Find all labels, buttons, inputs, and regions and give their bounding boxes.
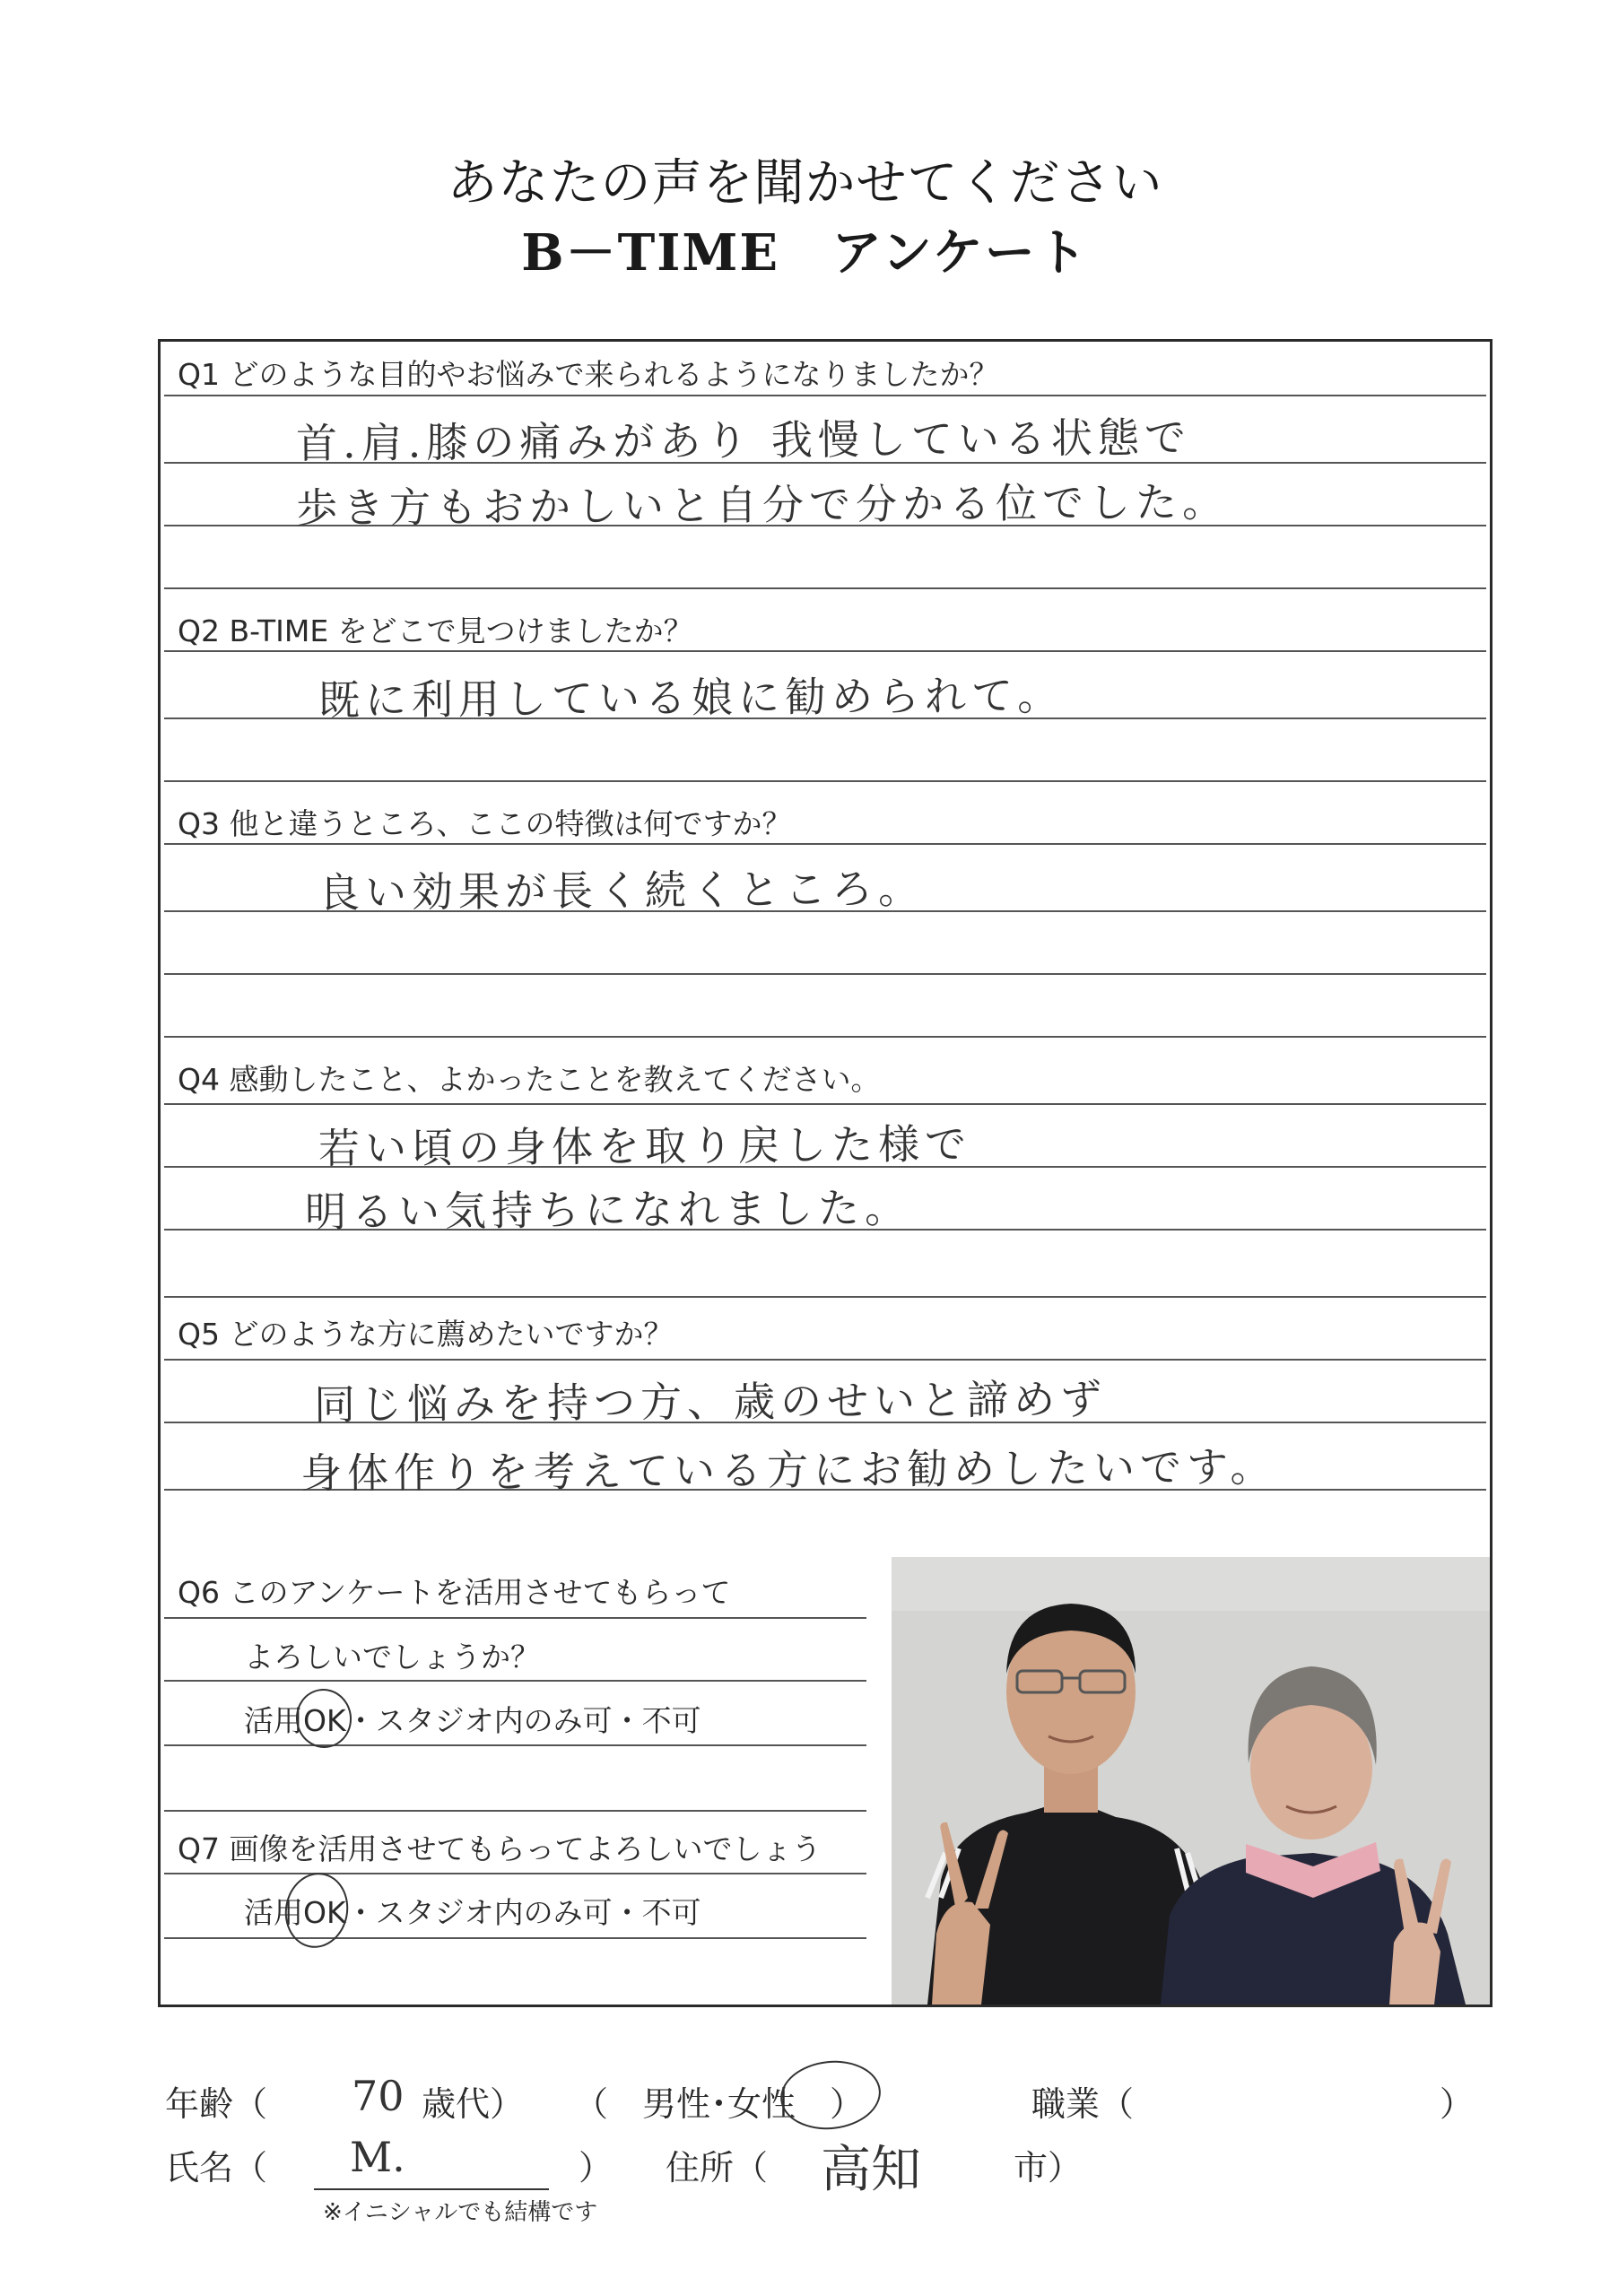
- question-4-answer-line: 若い頃の身体を取り戻した様で: [318, 1119, 972, 1173]
- ruled-line: [164, 1937, 866, 1939]
- question-2-answer-line: 既に利用している娘に勧められて。: [318, 671, 1065, 725]
- job-label: 職業（: [1031, 2084, 1135, 2124]
- question-1-label: Q1 どのような目的やお悩みで来られるようになりましたか？: [178, 357, 999, 392]
- ruled-line: [164, 780, 1486, 782]
- survey-subtitle: B－TIME アンケート: [521, 223, 1089, 283]
- job-close: ）: [1440, 2084, 1475, 2124]
- name-close: ）: [579, 2148, 614, 2187]
- photo-illustration: [892, 1557, 1490, 2005]
- ruled-line: [164, 973, 1486, 975]
- photo-wall-upper: [892, 1557, 1490, 1611]
- ruled-line: [164, 395, 1486, 396]
- question-2-label: Q2 B-TIME をどこで見つけましたか？: [178, 613, 693, 648]
- question-5-answer-line: 身体作りを考えている方にお勧めしたいです。: [300, 1442, 1277, 1498]
- age-value: 70: [352, 2072, 405, 2120]
- address-suffix: 市）: [1014, 2148, 1083, 2187]
- ruled-line: [164, 1810, 866, 1812]
- name-underline: [314, 2188, 549, 2190]
- gender-field: （ 男性･女性 ）: [574, 2084, 865, 2124]
- survey-title: あなたの声を聞かせてください: [447, 154, 1163, 213]
- ruled-line: [164, 1296, 1486, 1298]
- ruled-line: [164, 1617, 866, 1619]
- address-value: 高知: [821, 2141, 921, 2199]
- ruled-line: [164, 1036, 1486, 1038]
- age-suffix: 歳代）: [422, 2084, 525, 2124]
- initial-note: ※イニシャルでも結構です: [323, 2199, 598, 2226]
- question-1-answer-line: 歩き方もおかしいと自分で分かる位でした。: [295, 477, 1230, 533]
- name-value: M.: [350, 2133, 405, 2181]
- question-5-answer-line: 同じ悩みを持つ方、歳のせいと諦めず: [313, 1374, 1108, 1430]
- question-5-label: Q5 どのような方に薦めたいですか？: [178, 1317, 674, 1352]
- ruled-line: [164, 1103, 1486, 1105]
- question-3-label: Q3 他と違うところ、ここの特徴は何ですか？: [178, 806, 792, 841]
- question-6-options: 活用OK・スタジオ内のみ可・不可: [244, 1703, 701, 1738]
- question-4-label: Q4 感動したこと、よかったことを教えてください。: [178, 1062, 881, 1097]
- question-4-answer-line: 明るい気持ちになれました。: [304, 1183, 912, 1237]
- address-label: 住所（: [666, 2148, 769, 2187]
- question-7-options: 活用OK・スタジオ内のみ可・不可: [244, 1895, 701, 1930]
- ruled-line: [164, 1744, 866, 1746]
- question-7-label: Q7 画像を活用させてもらってよろしいでしょう: [178, 1831, 822, 1866]
- ruled-line: [164, 1680, 866, 1682]
- question-3-answer-line: 良い効果が長く続くところ。: [318, 864, 926, 918]
- ruled-line: [164, 650, 1486, 652]
- age-label: 年齢（: [165, 2084, 268, 2124]
- ruled-line: [164, 843, 1486, 845]
- question-6-label-continued: よろしいでしょうか？: [244, 1639, 540, 1674]
- ruled-line: [164, 1873, 866, 1874]
- name-label: 氏名（: [165, 2148, 268, 2187]
- question-1-answer-line: 首.肩.膝の痛みがあり 我慢している状態で: [295, 413, 1192, 468]
- ruled-line: [164, 587, 1486, 589]
- ruled-line: [164, 1359, 1486, 1361]
- customer-photo: [892, 1557, 1490, 2005]
- question-6-label: Q6 このアンケートを活用させてもらって: [178, 1575, 731, 1610]
